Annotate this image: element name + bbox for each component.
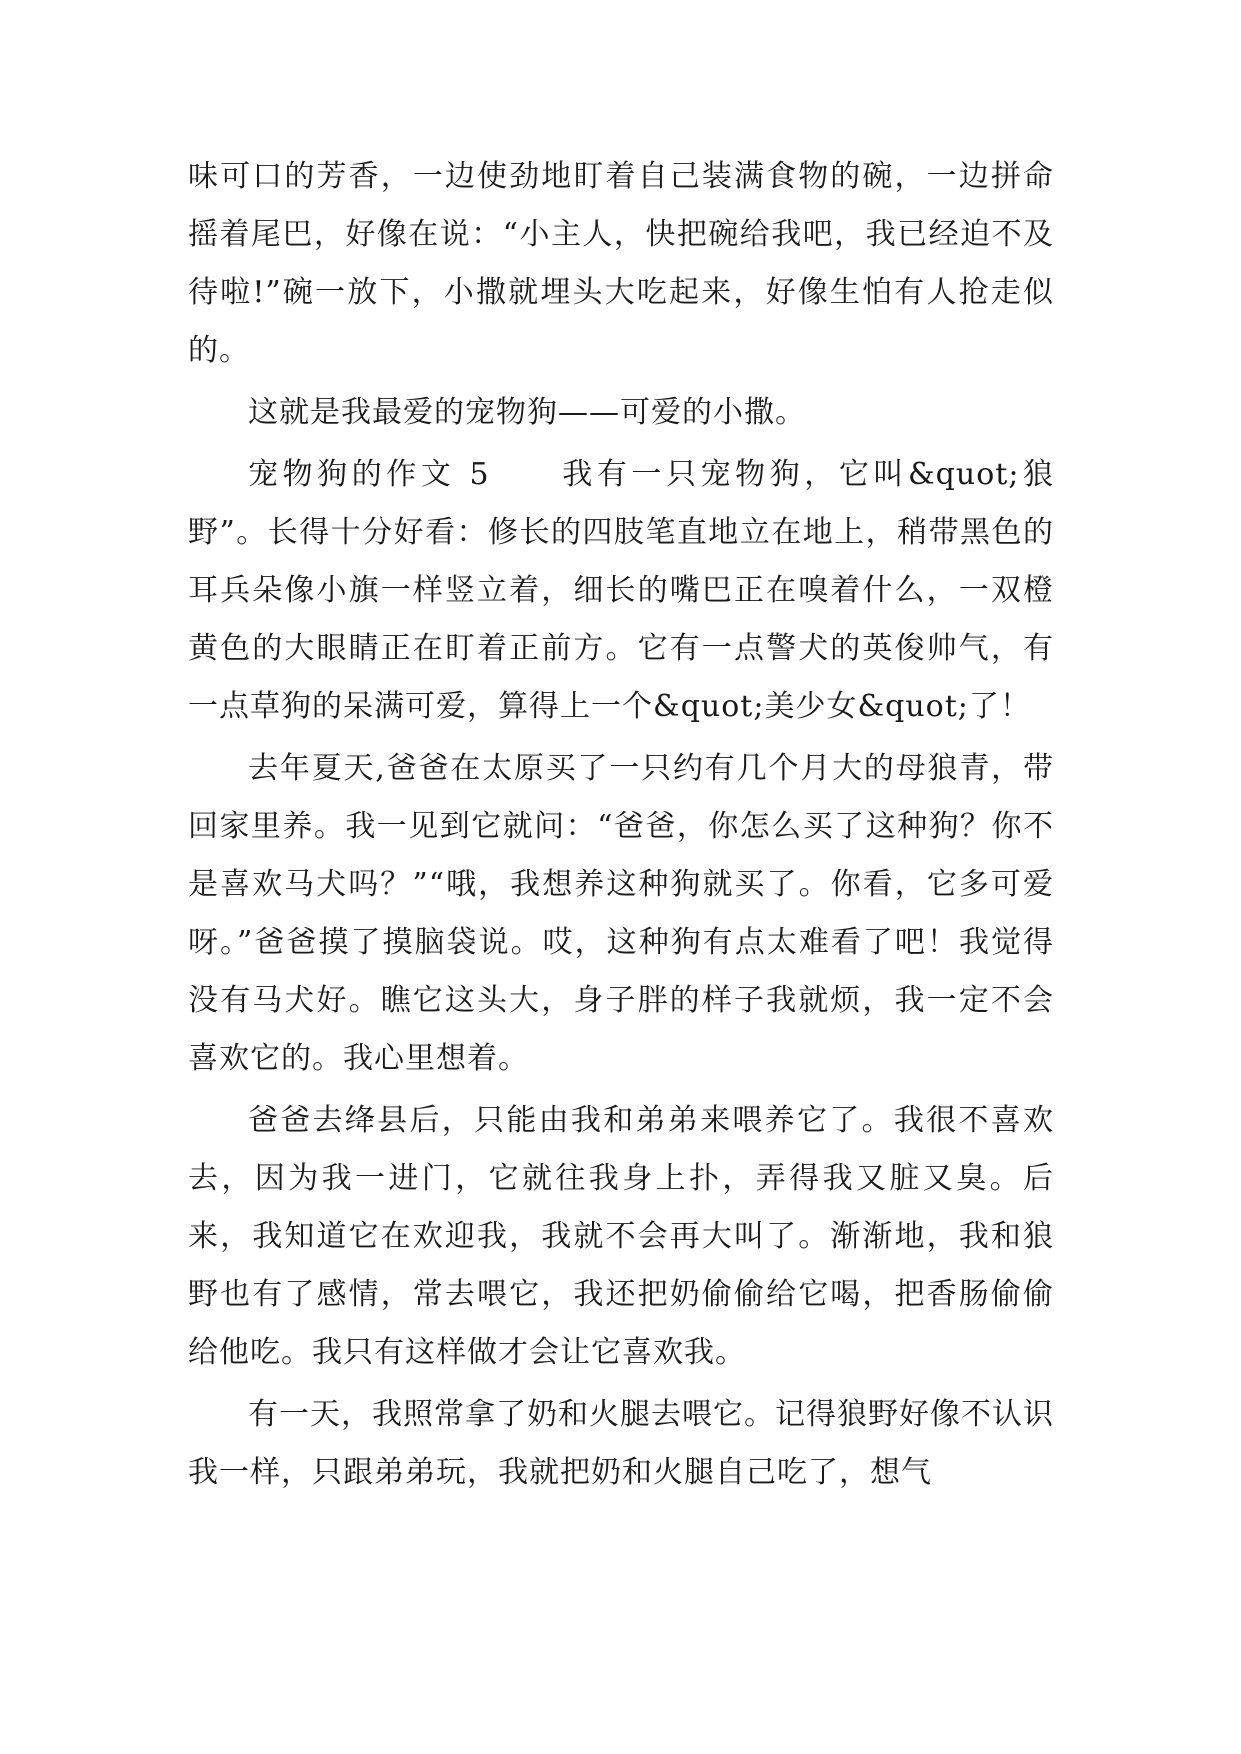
paragraph-1: 味可口的芳香，一边使劲地盯着自己装满食物的碗，一边拼命摇着尾巴，好像在说：“小主人，快把碗给我吧，我已经迫不及待啦!”碗一放下，小撒就埋头大吃起来，好像生怕有人抢走似的。	[188, 159, 1054, 368]
paragraph-5: 爸爸去绛县后，只能由我和弟弟来喂养它了。我很不喜欢去，因为我一进门，它就往我身上扑，弄得我又脏又臭。后来，我知道它在欢迎我，我就不会再大叫了。渐渐地，我和狼野也有了感情，常去喂它，我还把奶偷偷给它喝，把香肠偷偷给他吃。我只有这样做才会让它喜欢我。	[188, 1103, 1054, 1370]
paragraph-4: 去年夏天,爸爸在太原买了一只约有几个月大的母狼青，带回家里养。我一见到它就问：“爸爸，你怎么买了这种狗？你不是喜欢马犬吗？”“哦，我想养这种狗就买了。你看，它多可爱呀。”爸爸摸了摸脑袋说。哎，这种狗有点太难看了吧！我觉得没有马犬好。瞧它这头大，身子胖的样子我就烦，我一定不会喜欢它的。我心里想着。	[188, 751, 1054, 1076]
paragraph-2: 这就是我最爱的宠物狗——可爱的小撒。	[248, 395, 806, 430]
paragraph-3: 宠物狗的作文 5 我有一只宠物狗，它叫&quot;狼野”。长得十分好看：修长的四肢笔直地立在地上，稍带黑色的耳兵朵像小旗一样竖立着，细长的嘴巴正在嗅着什么，一双橙黄色的大眼睛正在盯着正前方。它有一点警犬的英俊帅气，有一点草狗的呆满可爱，算得上一个&quot;美少女&quot;了！	[188, 457, 1054, 724]
paragraph-6: 有一天，我照常拿了奶和火腿去喂它。记得狼野好像不认识我一样，只跟弟弟玩，我就把奶和火腿自己吃了，想气	[188, 1397, 1054, 1490]
document-page	[188, 148, 1054, 1506]
